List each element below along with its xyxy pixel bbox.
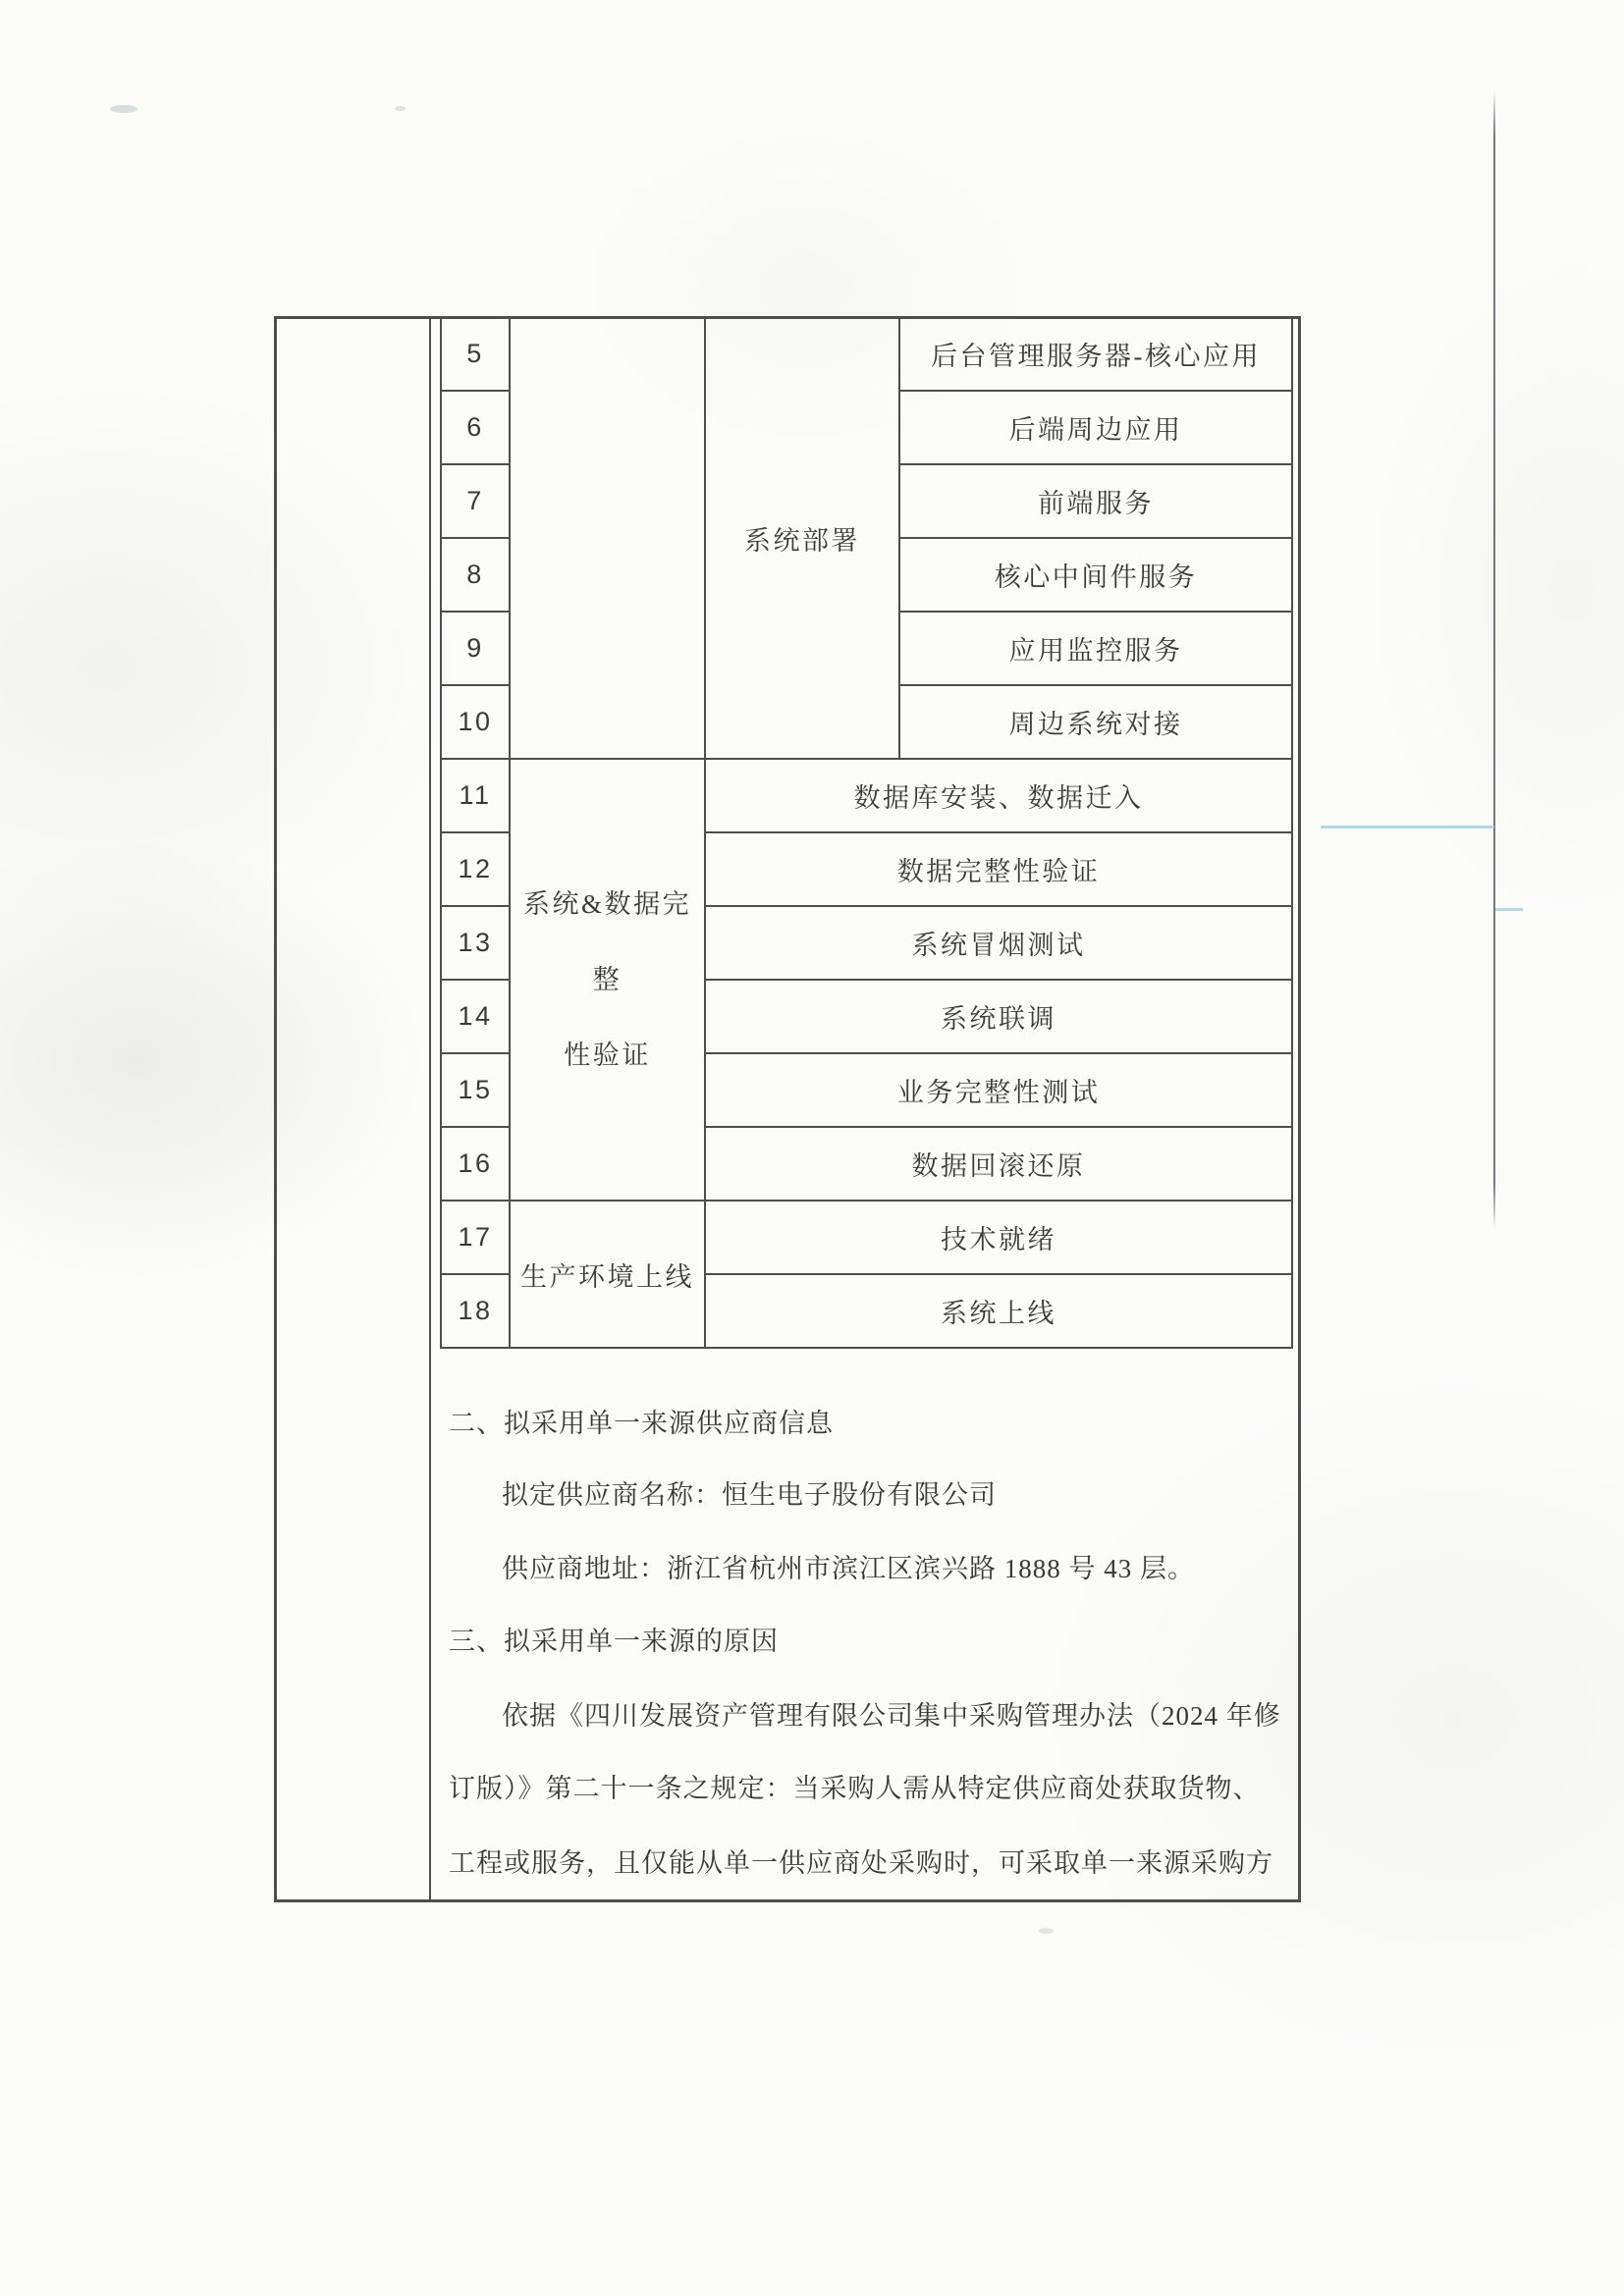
task-cell: 周边系统对接	[899, 685, 1292, 759]
implementation-schedule-table	[440, 316, 1293, 1349]
phase-label-golive: 生产环境上线	[510, 1201, 705, 1348]
task-cell: 核心中间件服务	[899, 538, 1292, 612]
row-number: 9	[441, 612, 510, 685]
task-cell: 技术就绪	[705, 1201, 1292, 1274]
scan-artifact-cyan-segment	[1495, 908, 1523, 911]
supplier-address-line: 供应商地址：浙江省杭州市滨江区滨兴路 1888 号 43 层。	[502, 1554, 1195, 1583]
row-number: 6	[441, 391, 510, 464]
phase-label-integrity-line1: 系统&数据完整	[522, 888, 691, 994]
row-number: 5	[441, 317, 510, 391]
section-heading-supplier-info: 二、拟采用单一来源供应商信息	[449, 1409, 834, 1438]
outer-table-column-divider	[429, 316, 431, 1902]
task-cell: 数据库安装、数据迁入	[705, 759, 1292, 832]
row-number: 17	[441, 1201, 510, 1274]
row-number: 18	[441, 1274, 510, 1348]
task-cell: 系统上线	[705, 1274, 1292, 1348]
table-row	[441, 317, 1292, 391]
task-cell: 系统冒烟测试	[705, 906, 1292, 980]
scan-artifact-vertical-line	[1493, 90, 1495, 1229]
phase-cell-empty	[510, 317, 705, 759]
phase-label-integrity-line2: 性验证	[564, 1040, 651, 1070]
section-heading-reason: 三、拟采用单一来源的原因	[449, 1627, 779, 1656]
task-cell: 系统联调	[705, 980, 1292, 1053]
phase-label-integrity	[510, 759, 705, 1201]
task-cell: 前端服务	[899, 464, 1292, 538]
supplier-name-line: 拟定供应商名称：恒生电子股份有限公司	[502, 1480, 997, 1510]
task-cell: 数据回滚还原	[705, 1127, 1292, 1201]
scan-artifact-cyan-line	[1321, 826, 1494, 828]
task-cell: 后端周边应用	[899, 391, 1292, 464]
task-cell: 应用监控服务	[899, 612, 1292, 685]
task-cell: 数据完整性验证	[705, 832, 1292, 906]
task-cell: 后台管理服务器-核心应用	[899, 317, 1292, 391]
row-number: 10	[441, 685, 510, 759]
row-number: 11	[441, 759, 510, 832]
row-number: 12	[441, 832, 510, 906]
scan-speck	[110, 105, 137, 113]
reason-text-line3: 工程或服务，且仅能从单一供应商处采购时，可采取单一来源采购方	[449, 1848, 1273, 1878]
row-number: 8	[441, 538, 510, 612]
row-number: 13	[441, 906, 510, 980]
row-number: 15	[441, 1053, 510, 1127]
table-row	[441, 1201, 1292, 1274]
row-number: 7	[441, 464, 510, 538]
scan-speck	[1039, 1928, 1054, 1934]
reason-text-line2: 订版）》第二十一条之规定：当采购人需从特定供应商处获取货物、	[449, 1774, 1261, 1803]
row-number: 14	[441, 980, 510, 1053]
task-cell: 业务完整性测试	[705, 1053, 1292, 1127]
reason-text-line1: 依据《四川发展资产管理有限公司集中采购管理办法（2024 年修	[502, 1701, 1281, 1731]
table-row	[441, 759, 1292, 832]
subphase-label-deploy: 系统部署	[705, 317, 899, 759]
row-number: 16	[441, 1127, 510, 1201]
scan-speck	[395, 106, 406, 111]
